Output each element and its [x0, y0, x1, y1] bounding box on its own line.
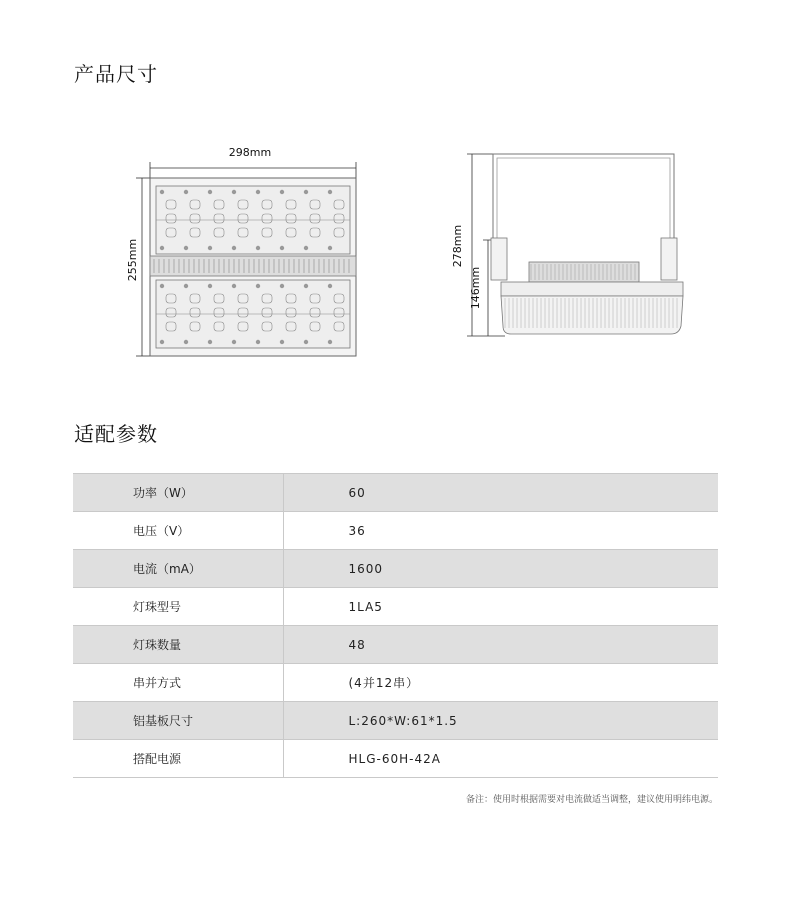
section-title-dimensions: 产品尺寸 [74, 62, 158, 86]
spec-label: 搭配电源 [73, 740, 283, 778]
spec-value: HLG-60H-42A [283, 740, 718, 778]
depth-dimension-label: 278mm [451, 224, 464, 268]
width-dimension-label: 298mm [228, 146, 272, 159]
height-dimension-label: 255mm [126, 238, 139, 282]
spec-value: 1600 [283, 550, 718, 588]
spec-row [73, 474, 718, 512]
spec-table [73, 473, 718, 778]
spec-label: 电压（V） [73, 512, 283, 550]
spec-value: 1LA5 [283, 588, 718, 626]
spec-row [73, 740, 718, 778]
spec-row [73, 626, 718, 664]
spec-label: 灯珠型号 [73, 588, 283, 626]
spec-label: 功率（W） [73, 474, 283, 512]
spec-row [73, 550, 718, 588]
spec-label: 串并方式 [73, 664, 283, 702]
spec-label: 电流（mA） [73, 550, 283, 588]
side-view-drawing [445, 138, 705, 368]
spec-value: (4并12串） [283, 664, 718, 702]
spec-label: 灯珠数量 [73, 626, 283, 664]
spec-row [73, 664, 718, 702]
spec-value: 48 [283, 626, 718, 664]
spec-value: L:260*W:61*1.5 [283, 702, 718, 740]
section-title-params: 适配参数 [74, 422, 158, 446]
bracket-dimension-label: 146mm [469, 266, 482, 310]
footnote: 备注：使用时根据需要对电流做适当调整，建议使用明纬电源。 [465, 795, 718, 805]
spec-row [73, 512, 718, 550]
spec-row [73, 588, 718, 626]
spec-row [73, 702, 718, 740]
front-view-drawing [120, 138, 370, 368]
spec-label: 铝基板尺寸 [73, 702, 283, 740]
spec-value: 60 [283, 474, 718, 512]
spec-value: 36 [283, 512, 718, 550]
